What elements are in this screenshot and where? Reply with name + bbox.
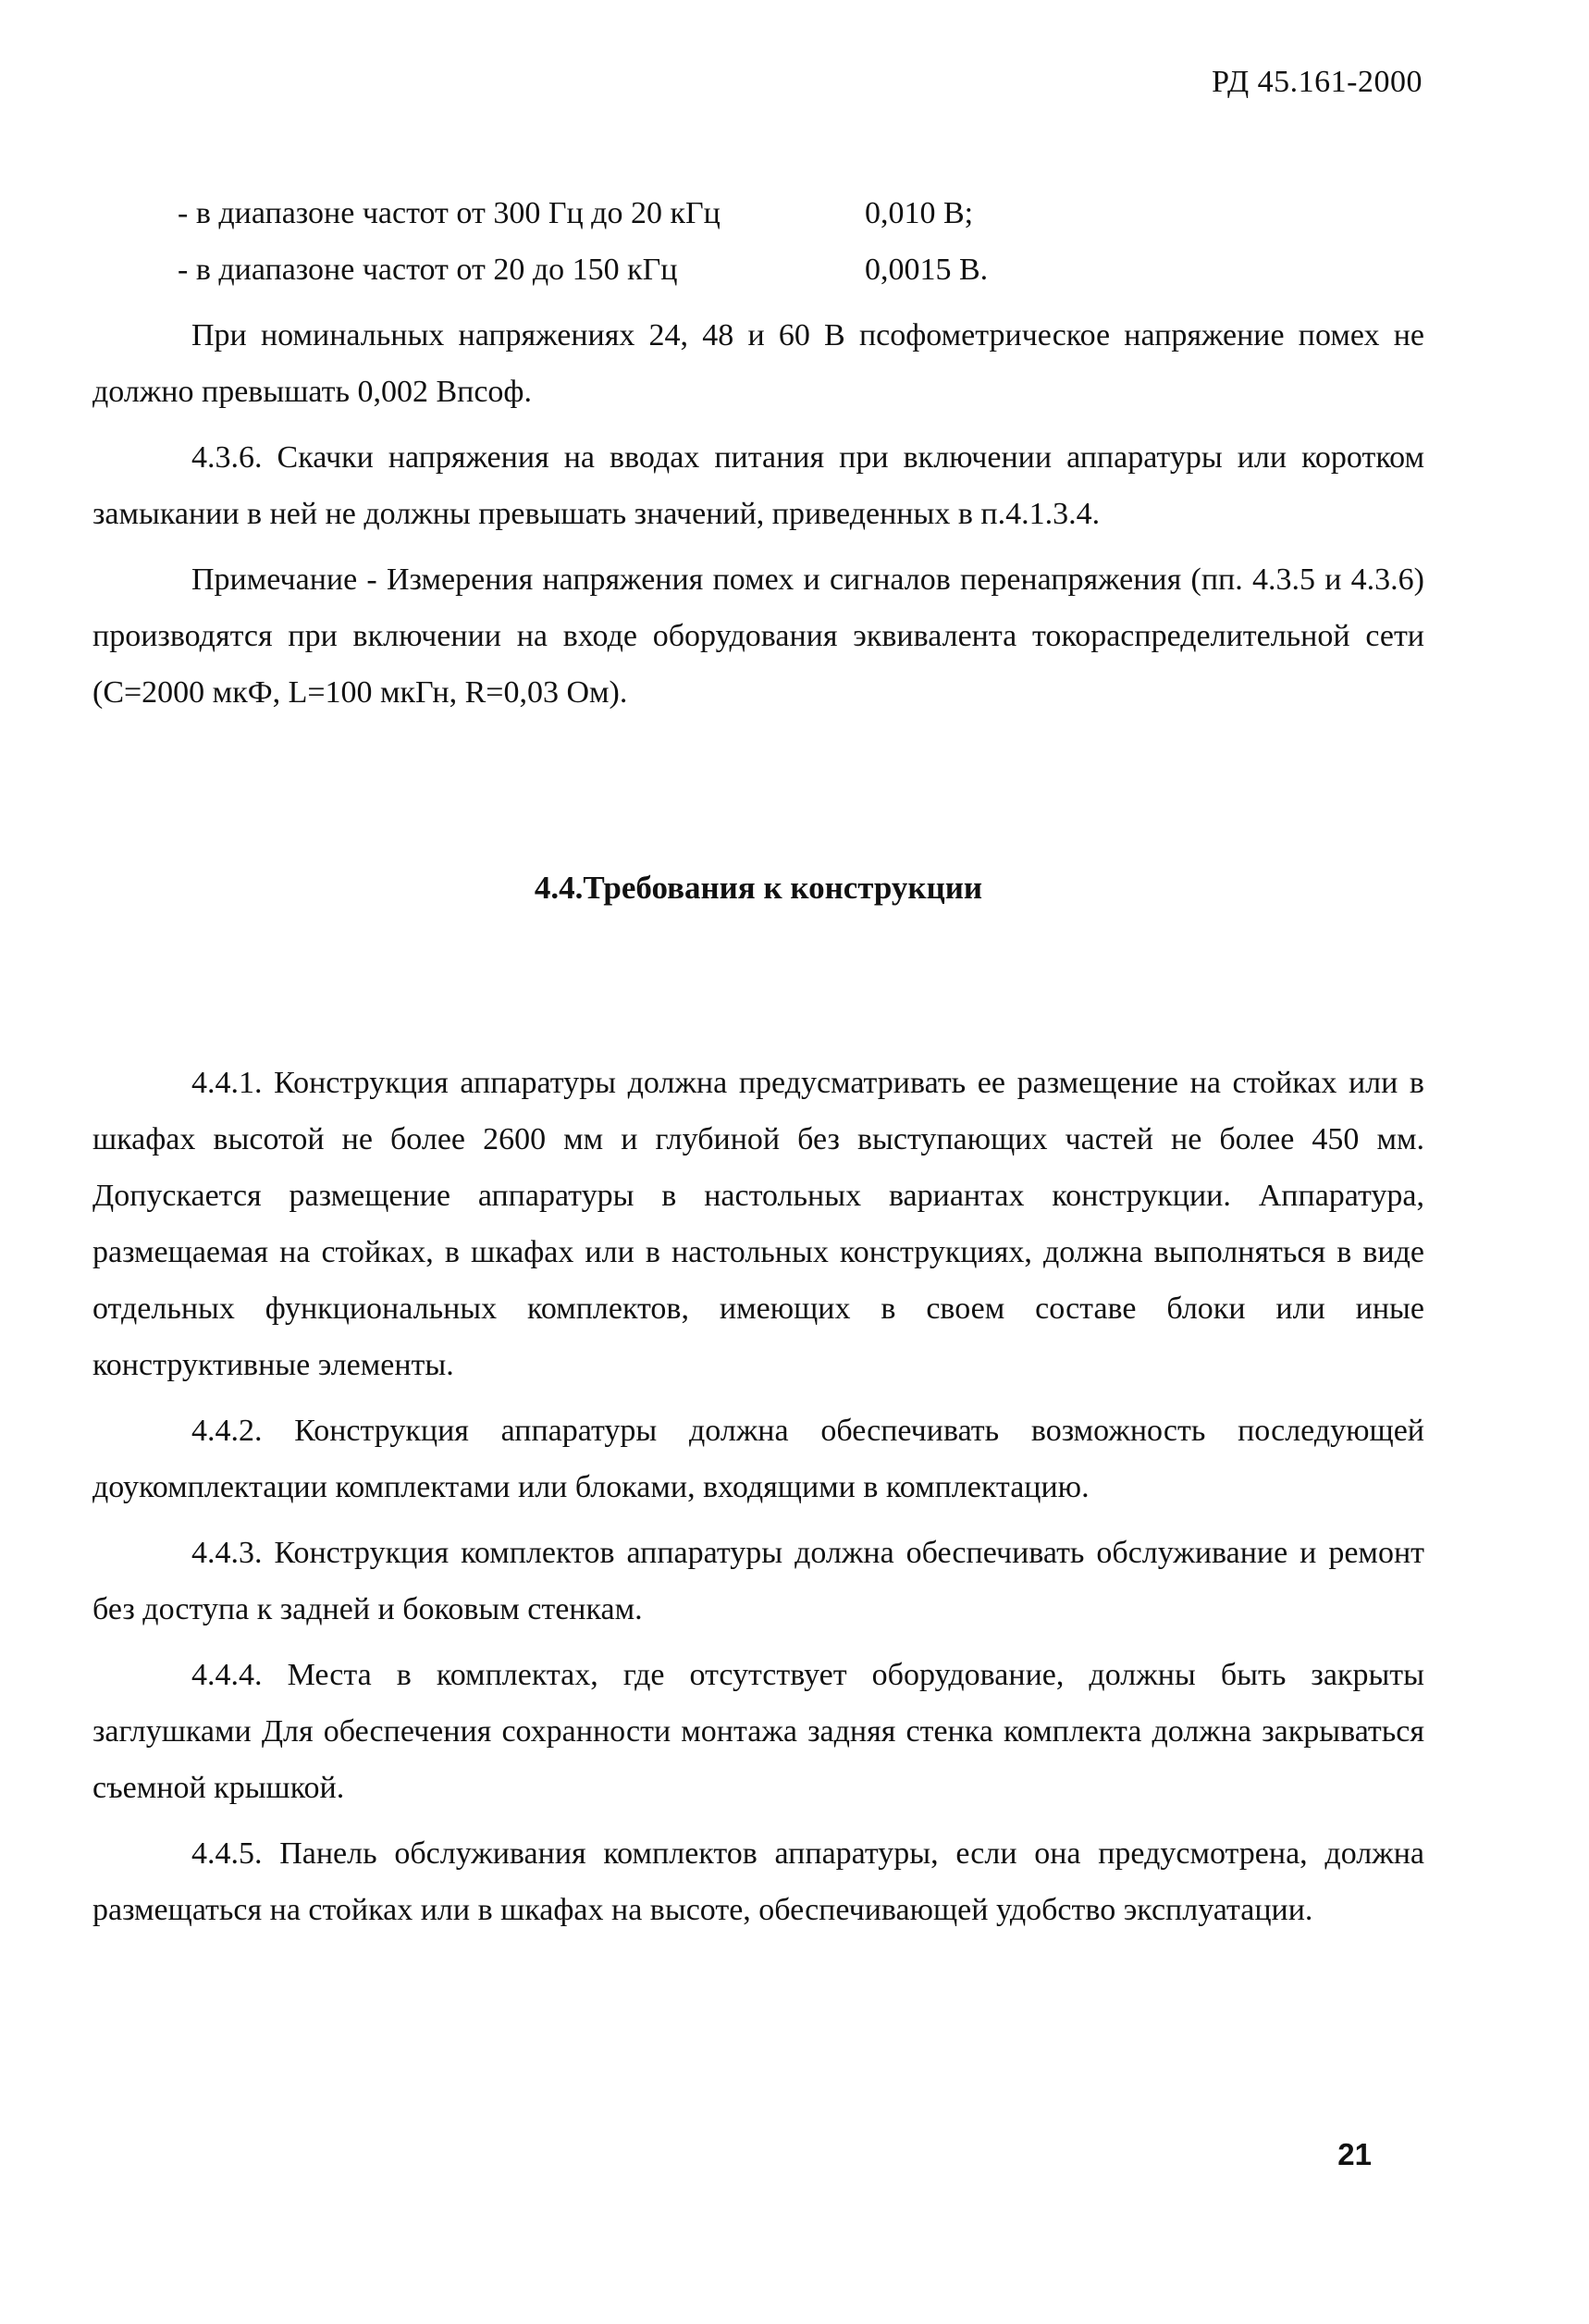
paragraph-psophometric-voltage: При номинальных напряжениях 24, 48 и 60 В псофометрическое напряжение помех не должно превышать 0,002 Впсоф. [92, 318, 1424, 409]
paragraph-4-4-2: 4.4.2. Конструкция аппаратуры должна обеспечивать возможность последующей доукомплектации комплектами или блоками, входящими в комплектацию. [92, 1414, 1424, 1504]
paragraph-4-3-6: 4.3.6. Скачки напряжения на вводах питания при включении аппаратуры или коротком замыкании в ней не должны превышать значений, приведенных в п.4.1.3.4. [92, 440, 1424, 531]
section-title: 4.4.Требования к конструкции [534, 870, 983, 906]
frequency-range-line [92, 241, 1424, 298]
page-number: 21 [1337, 2137, 1372, 2171]
paragraph-4-4-4: 4.4.4. Места в комплектах, где отсутствует оборудование, должны быть закрыты заглушками Для обеспечения сохранности монтажа задняя стенка комплекта должна закрываться съемной крышкой. [92, 1658, 1424, 1805]
paragraph-note: Примечание - Измерения напряжения помех и сигналов перенапряжения (пп. 4.3.5 и 4.3.6) производятся при включении на входе оборудования эквивалента токораспределительной сети (С=2000 мкФ, L=100 мкГн, R=0,03 Ом). [92, 562, 1424, 710]
paragraph-4-4-3: 4.4.3. Конструкция комплектов аппаратуры должна обеспечивать обслуживание и ремонт без доступа к задней и боковым стенкам. [92, 1536, 1424, 1626]
frequency-range-label: - в диапазоне частот от 300 Гц до 20 кГц [178, 196, 721, 230]
page-content [92, 185, 1424, 1938]
paragraph-4-4-1: 4.4.1. Конструкция аппаратуры должна предусматривать ее размещение на стойках или в шкафах высотой не более 2600 мм и глубиной без выступающих частей не более 450 мм. Допускается размещение аппаратуры в настольных вариантах конструкции. Аппаратура, размещаемая на стойках, в шкафах или в настольных конструкциях, должна выполняться в виде отдельных функциональных комплектов, имеющих в своем составе блоки или иные конструктивные элементы. [92, 1066, 1424, 1382]
document-code: РД 45.161-2000 [1212, 65, 1423, 99]
frequency-range-value: 0,0015 В. [865, 253, 989, 287]
paragraph-4-4-5: 4.4.5. Панель обслуживания комплектов аппаратуры, если она предусмотрена, должна размещаться на стойках или в шкафах на высоте, обеспечивающей удобство эксплуатации. [92, 1836, 1424, 1927]
frequency-range-line [92, 185, 1424, 241]
frequency-range-value: 0,010 В; [865, 196, 974, 230]
frequency-range-label: - в диапазоне частот от 20 до 150 кГц [178, 253, 678, 287]
